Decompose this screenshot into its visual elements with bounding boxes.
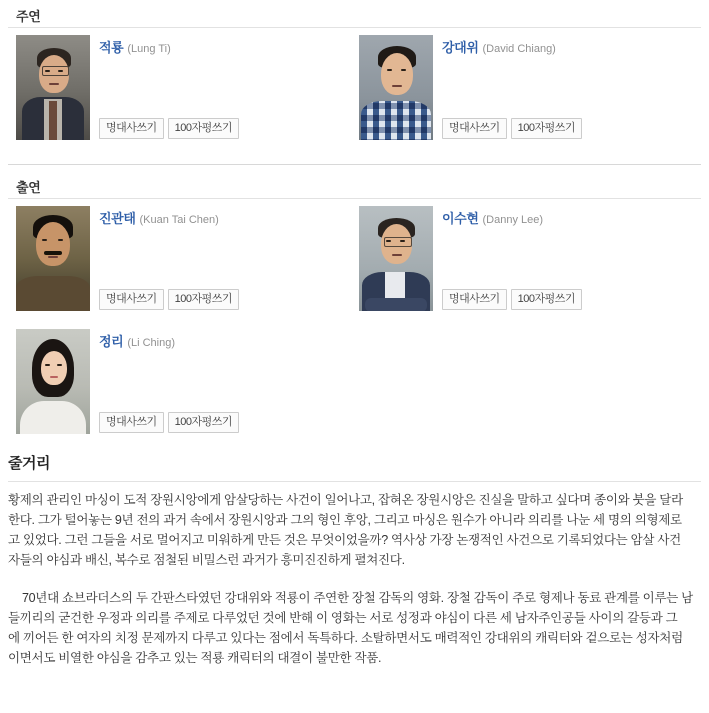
story-line: 70년대 쇼브라더스의 두 간판스타였던 강대위와 적룡이 주연한 장철 감독의 영화. 장철 감독이 주로 형제나 동료 관계를 이루는 남: [22, 591, 693, 605]
cast-name-ko[interactable]: 강대위: [442, 40, 479, 55]
cast-info: [99, 35, 239, 140]
cast-card-kuan-tai-chen: [8, 206, 351, 311]
write-review-button[interactable]: 100자평쓰기: [511, 118, 582, 139]
cast-card-danny-lee: [351, 206, 694, 311]
cast-name-ko[interactable]: 적룡: [99, 40, 124, 55]
story-line: 이면서도 비열한 야심을 감추고 있는 적룡 캐릭터의 대결이 불만한 작품.: [8, 651, 382, 665]
cast-info: [99, 206, 239, 311]
lead-cast-grid: [8, 35, 701, 140]
cast-info: [442, 35, 582, 140]
write-review-button[interactable]: 100자평쓰기: [168, 412, 239, 433]
divider-lead: [8, 27, 701, 28]
cast-action-buttons: [99, 118, 239, 139]
portrait-kuan-tai-chen[interactable]: [16, 206, 90, 311]
section-title-story: 줄거리: [8, 455, 50, 472]
cast-row: [8, 35, 701, 140]
write-quote-button[interactable]: 명대사쓰기: [442, 118, 507, 139]
cast-name-en: (Li Ching): [127, 337, 176, 349]
cast-name-en: (Lung Ti): [127, 43, 171, 55]
cast-name-line: [99, 331, 239, 350]
cast-name-line: [99, 208, 239, 227]
cast-name-en: (Danny Lee): [482, 214, 544, 226]
cast-action-buttons: [99, 289, 239, 310]
cast-name-ko[interactable]: 이수현: [442, 211, 479, 226]
cast-action-buttons: [442, 289, 582, 310]
story-line: 황제의 관리인 마싱이 도적 장원시앙에게 암살당하는 사건이 일어나고, 잡혀온 장원시앙은 진실을 말하고 싶다며 종이와 붓을 달라: [8, 493, 683, 507]
cast-row: [8, 206, 701, 311]
cast-name-en: (Kuan Tai Chen): [139, 214, 219, 226]
section-title-lead: 주연: [16, 9, 41, 24]
divider-between-sections: [8, 164, 701, 165]
cast-name-line: [99, 37, 239, 56]
cast-action-buttons: [442, 118, 582, 139]
cast-card-empty: [351, 329, 694, 434]
cast-name-ko[interactable]: 진관태: [99, 211, 136, 226]
cast-card-david-chiang: [351, 35, 694, 140]
section-title-supporting: 출연: [16, 180, 41, 195]
write-quote-button[interactable]: 명대사쓰기: [99, 118, 164, 139]
supporting-cast-grid: [8, 206, 701, 434]
portrait-lung-ti[interactable]: [16, 35, 90, 140]
movie-detail-page: [0, 6, 709, 713]
write-review-button[interactable]: 100자평쓰기: [168, 289, 239, 310]
divider-story: [8, 481, 701, 482]
story-line: 고 있었다. 그런 그들을 서로 멀어지고 미워하게 만든 것은 무엇이었을까? 역사상 가장 논쟁적인 사건으로 기록되었다는 암살 사건: [8, 533, 681, 547]
portrait-david-chiang[interactable]: [359, 35, 433, 140]
story-text: [8, 490, 709, 668]
cast-name-ko[interactable]: 정리: [99, 334, 124, 349]
write-review-button[interactable]: 100자평쓰기: [511, 289, 582, 310]
cast-row: [8, 329, 701, 434]
story-line: 자들의 야심과 배신, 복수로 점철된 비밀스런 과거가 흥미진진하게 펼쳐진다.: [8, 553, 405, 567]
portrait-li-ching[interactable]: [16, 329, 90, 434]
story-line: 한다. 그가 털어놓는 9년 전의 과거 속에서 장원시앙과 그의 형인 후앙, 그리고 마싱은 원수가 아니라 의리를 나눈 세 명의 의형제로: [8, 513, 682, 527]
cast-name-line: [442, 37, 582, 56]
write-quote-button[interactable]: 명대사쓰기: [442, 289, 507, 310]
story-line: 에 끼어든 한 여자의 치정 문제까지 다루고 있다는 점에서 독특하다. 소탈하면서도 매력적인 강대위의 캐릭터와 겉으로는 성자처럼: [8, 631, 683, 645]
cast-action-buttons: [99, 412, 239, 433]
story-line: 들끼리의 굳건한 우정과 의리를 주제로 다루었던 것에 반해 이 영화는 서로 성정과 야심이 다른 세 남자주인공들 사이의 갈등과 그: [8, 611, 678, 625]
cast-info: [442, 206, 582, 311]
divider-supporting: [8, 198, 701, 199]
cast-name-line: [442, 208, 582, 227]
write-quote-button[interactable]: 명대사쓰기: [99, 412, 164, 433]
cast-info: [99, 329, 239, 434]
cast-name-en: (David Chiang): [482, 43, 556, 55]
cast-card-li-ching: [8, 329, 351, 434]
write-review-button[interactable]: 100자평쓰기: [168, 118, 239, 139]
cast-card-lung-ti: [8, 35, 351, 140]
portrait-danny-lee[interactable]: [359, 206, 433, 311]
write-quote-button[interactable]: 명대사쓰기: [99, 289, 164, 310]
